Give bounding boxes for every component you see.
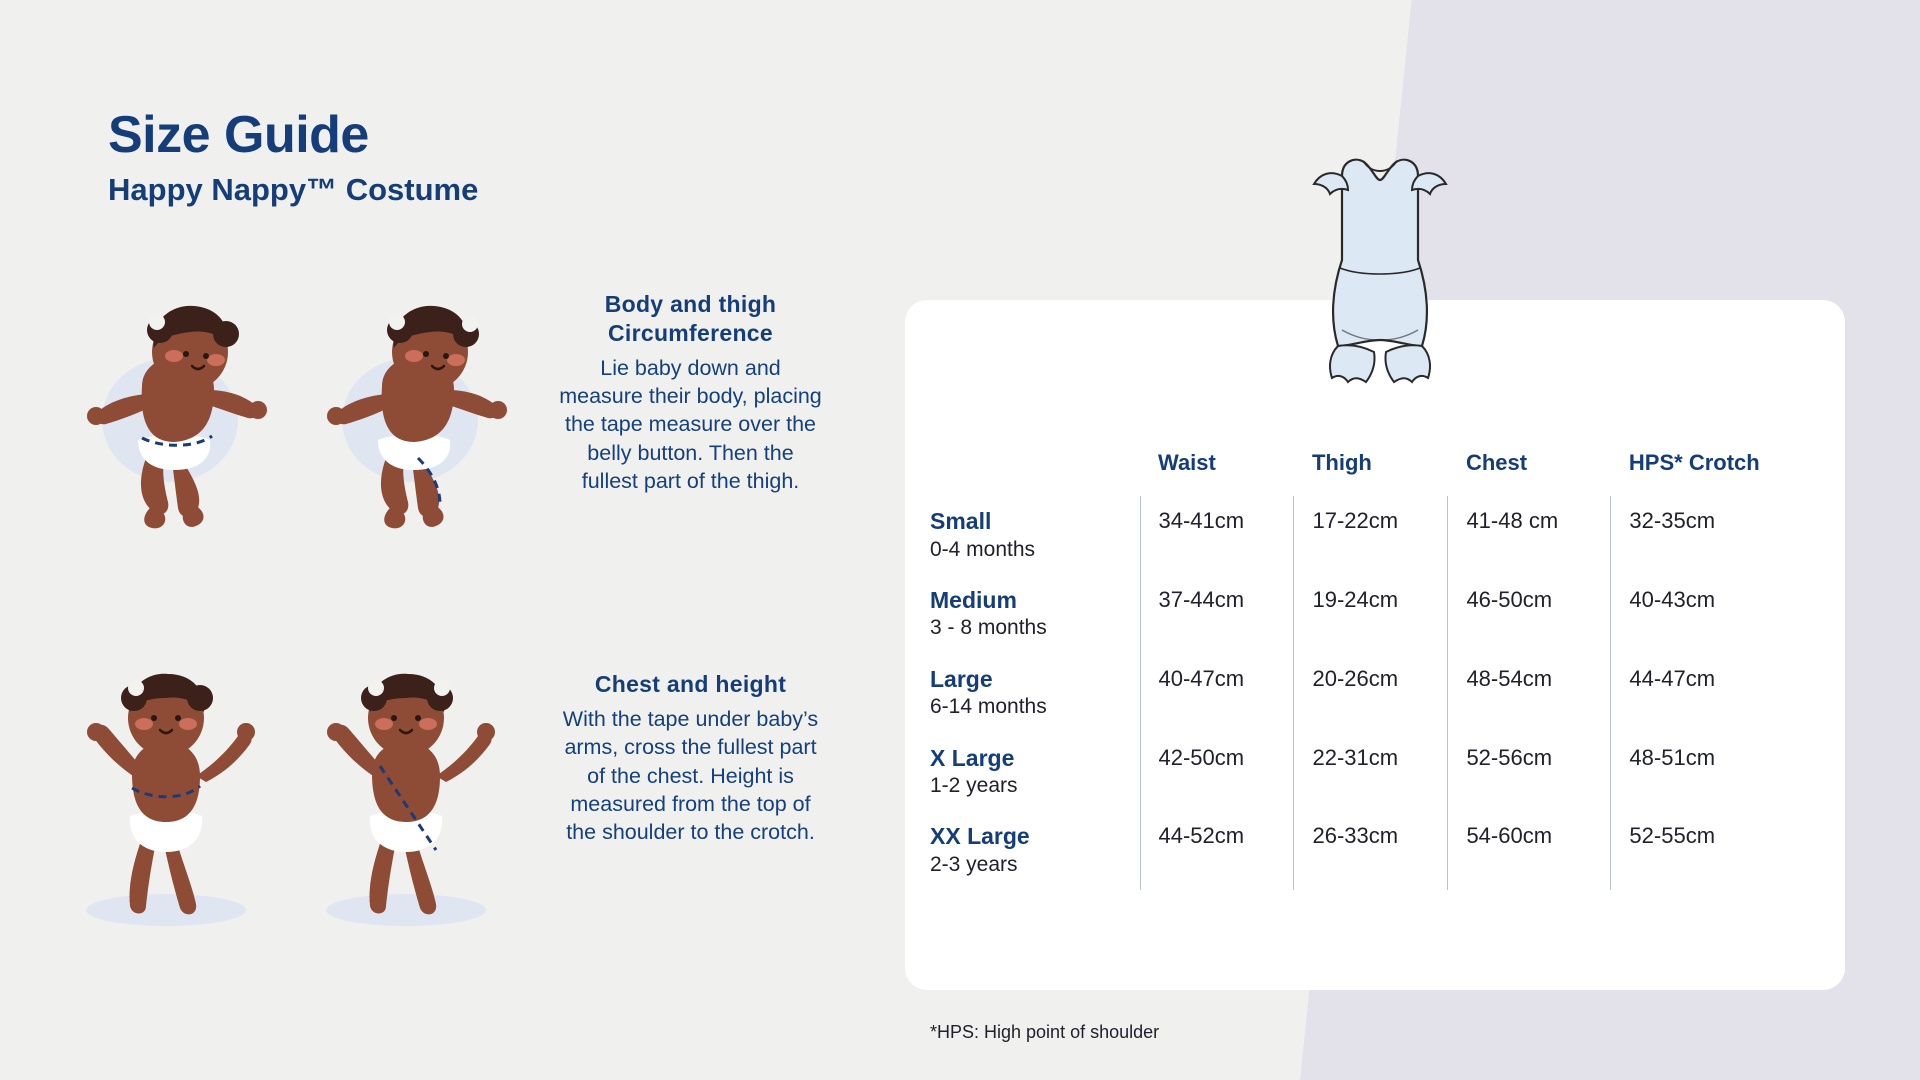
column-header-hps-crotch: HPS* Crotch: [1628, 450, 1760, 475]
table-row: [930, 496, 1830, 575]
instruction-chest-height-text: With the tape under baby’s arms, cross the fullest part of the chest. Height is measured from the top of the shoulder to the crotch.: [562, 706, 819, 845]
table-header-row: [930, 450, 1830, 496]
cell-chest: 41-48 cm: [1448, 496, 1611, 575]
column-header-thigh: Thigh: [1311, 450, 1372, 475]
size-name: Large: [930, 665, 993, 692]
cell-waist: 44-52cm: [1140, 811, 1294, 890]
size-age: 2-3 years: [930, 852, 1018, 876]
column-header-chest: Chest: [1465, 450, 1528, 475]
cell-waist: 37-44cm: [1140, 575, 1294, 654]
cell-hps-crotch: 48-51cm: [1611, 733, 1830, 812]
cell-thigh: 20-26cm: [1294, 654, 1448, 733]
instruction-chest-height: [558, 670, 823, 847]
size-name: X Large: [930, 744, 1015, 771]
cell-hps-crotch: 44-47cm: [1611, 654, 1830, 733]
baby-lying-waist-illustration: [50, 290, 280, 560]
page-subtitle: Happy Nappy™ Costume: [108, 171, 479, 207]
footnote-hps: *HPS: High point of shoulder: [930, 1022, 1160, 1042]
size-table: [930, 450, 1830, 890]
baby-illustration-pair-lying: [50, 290, 550, 560]
instruction-body-thigh: [558, 290, 823, 495]
cell-hps-crotch: 40-43cm: [1611, 575, 1830, 654]
size-name: XX Large: [930, 823, 1030, 850]
size-name: Medium: [930, 586, 1017, 613]
table-row: [930, 575, 1830, 654]
cell-chest: 46-50cm: [1448, 575, 1611, 654]
table-row: [930, 811, 1830, 890]
costume-illustration: [1280, 140, 1480, 410]
size-age: 6-14 months: [930, 695, 1047, 719]
cell-thigh: 19-24cm: [1294, 575, 1448, 654]
cell-chest: 54-60cm: [1448, 811, 1611, 890]
cell-waist: 40-47cm: [1140, 654, 1294, 733]
size-age: 0-4 months: [930, 537, 1036, 561]
column-header-size: [930, 450, 1140, 496]
size-age: 3 - 8 months: [930, 616, 1047, 640]
table-row: [930, 733, 1830, 812]
row-label-xx-large: [930, 811, 1140, 890]
header-block: [108, 108, 478, 207]
instruction-chest-height-heading: Chest and height: [594, 671, 787, 697]
cell-chest: 48-54cm: [1448, 654, 1611, 733]
cell-thigh: 17-22cm: [1294, 496, 1448, 575]
baby-standing-height-illustration: [290, 670, 520, 940]
cell-waist: 34-41cm: [1140, 496, 1294, 575]
baby-illustration-pair-standing: [50, 670, 550, 940]
cell-thigh: 26-33cm: [1294, 811, 1448, 890]
instruction-body-thigh-heading: Body and thigh Circumference: [604, 291, 777, 346]
row-label-medium: [930, 575, 1140, 654]
row-label-x-large: [930, 733, 1140, 812]
size-name: Small: [930, 508, 992, 534]
column-header-waist: Waist: [1158, 450, 1216, 475]
baby-lying-thigh-illustration: [290, 290, 520, 560]
table-row: [930, 654, 1830, 733]
page-title: Size Guide: [108, 106, 369, 164]
size-table-wrapper: [930, 450, 1830, 890]
cell-waist: 42-50cm: [1140, 733, 1294, 812]
cell-hps-crotch: 32-35cm: [1611, 496, 1830, 575]
cell-thigh: 22-31cm: [1294, 733, 1448, 812]
cell-hps-crotch: 52-55cm: [1611, 811, 1830, 890]
instruction-body-thigh-text: Lie baby down and measure their body, placing the tape measure over the belly button. Then the fullest part of the thigh.: [559, 355, 822, 493]
cell-chest: 52-56cm: [1448, 733, 1611, 812]
row-label-large: [930, 654, 1140, 733]
instruction-row-chest-height: [50, 670, 823, 940]
instruction-row-body-thigh: [50, 290, 823, 560]
row-label-small: [930, 496, 1140, 575]
size-age: 1-2 years: [930, 774, 1018, 798]
baby-standing-chest-illustration: [50, 670, 280, 940]
